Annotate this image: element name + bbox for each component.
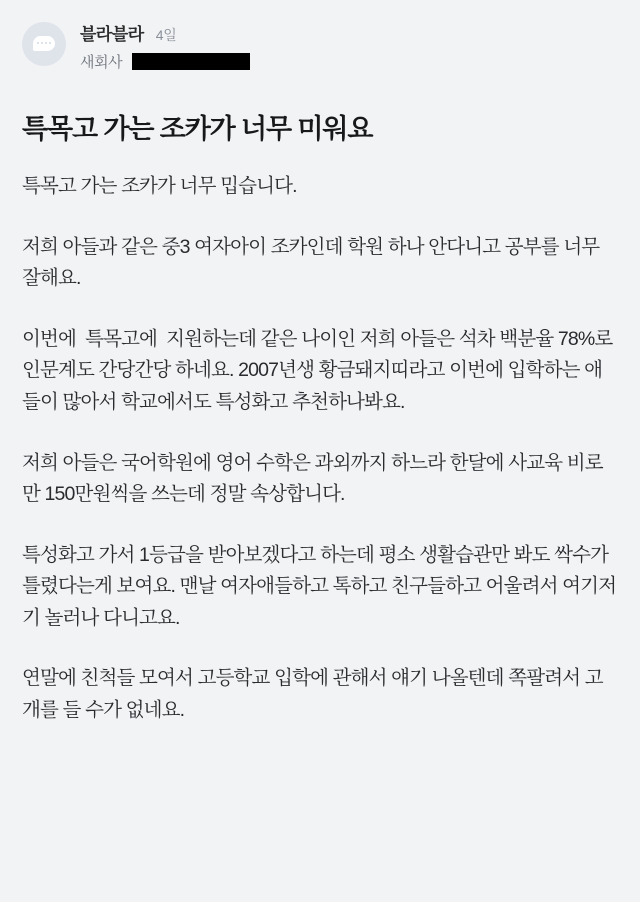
post-paragraph: 특목고 가는 조카가 너무 밉습니다. xyxy=(22,175,297,198)
post-paragraph: 특성화고 가서 1등급을 받아보겠다고 하는데 평소 생활습관만 봐도 싹수가 틀렸다는게 보여요. 맨날 여자애들하고 톡하고 친구들하고 어울려서 여기저기 놀러나 다니고요. xyxy=(22,543,617,629)
company-label: 새회사 xyxy=(80,54,123,71)
post-paragraph: 연말에 친척들 모여서 고등학교 입학에 관해서 얘기 나올텐데 쪽팔려서 고개를 들 수가 없네요. xyxy=(22,667,603,722)
post-header xyxy=(0,0,640,92)
post-time-ago: 4일 xyxy=(155,27,177,43)
page-title: 특목고 가는 조카가 너무 미워요 xyxy=(22,114,373,144)
redacted-company-bar xyxy=(132,53,250,70)
post-body xyxy=(0,92,640,902)
post-meta-top-line xyxy=(80,20,618,45)
post-meta-bottom-line xyxy=(80,51,618,72)
board-name[interactable]: 블라블라 xyxy=(80,25,144,44)
post-paragraph: 이번에 특목고에 지원하는데 같은 나이인 저희 아들은 석차 백분율 78%로 인문계도 간당간당 하네요. 2007년생 황금돼지띠라고 이번에 입학하는 애들이 많아서 학교에서도 특성화고 추천하나봐요. xyxy=(22,327,617,413)
post-paragraph: 저희 아들과 같은 중3 여자아이 조카인데 학원 하나 안다니고 공부를 너무 잘해요. xyxy=(22,235,604,290)
post-paragraph: 저희 아들은 국어학원에 영어 수학은 과외까지 하느라 한달에 사교육 비로만 150만원씩을 쓰는데 정말 속상합니다. xyxy=(22,451,603,506)
post-meta xyxy=(80,18,618,72)
chat-bubble-icon xyxy=(33,36,55,51)
avatar xyxy=(22,22,66,66)
